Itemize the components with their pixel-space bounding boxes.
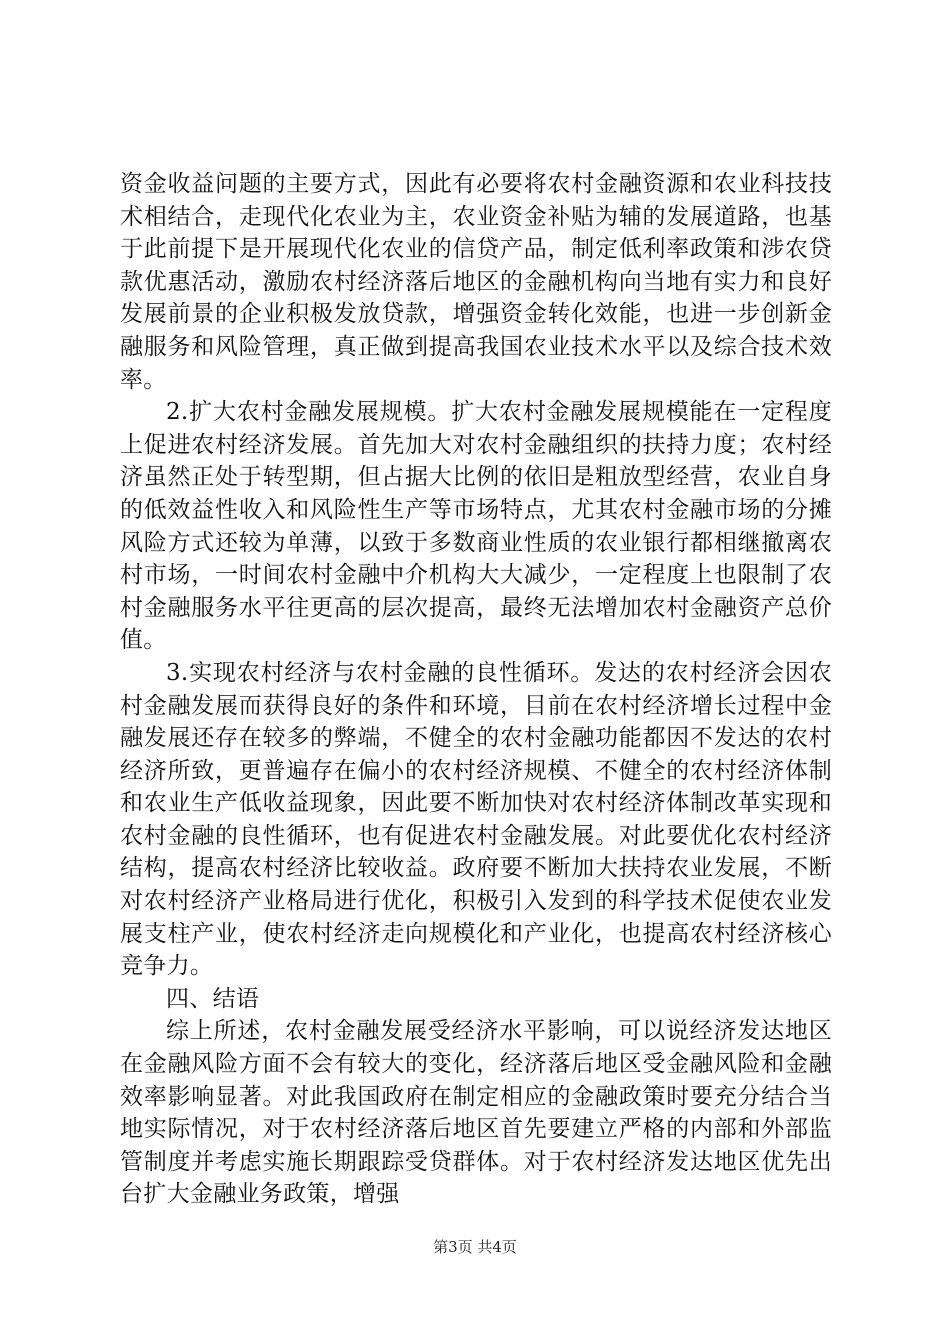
paragraph-continuation: 资金收益问题的主要方式，因此有必要将农村金融资源和农业科技技术相结合，走现代化农业为主，农业资金补贴为辅的发展道路，也基于此前提下是开展现代化农业的信贷产品，制定低利率政策和涉农贷款优惠活动，激励农村经济落后地区的金融机构向当地有实力和良好发展前景的企业积极发放贷款，增强资金转化效能，也进一步创新金融服务和风险管理，真正做到提高我国农业技术水平以及综合技术效率。 (120, 171, 832, 393)
document-body (120, 168, 832, 1211)
section-heading-conclusion: 四、结语 (166, 985, 260, 1012)
paragraph-virtuous-cycle: 3.实现农村经济与农村金融的良性循环。发达的农村经济会因农村金融发展而获得良好的条件和环境，目前在农村经济增长过程中金融发展还存在较多的弊端，不健全的农村金融功能都因不发达的农村经济所致，更普遍存在偏小的农村经济规模、不健全的农村经济体制和农业生产低收益现象，因此要不断加快对农村经济体制改革实现和农村金融的良性循环，也有促进农村金融发展。对此要优化农村经济结构，提高农村经济比较收益。政府要不断加大扶持农业发展，不断对农村经济产业格局进行优化，积极引入发到的科学技术促使农业发展支柱产业，使农村经济走向规模化和产业化，也提高农村经济核心竞争力。 (120, 659, 832, 980)
paragraph-expand-scale: 2.扩大农村金融发展规模。扩大农村金融发展规模能在一定程度上促进农村经济发展。首先加大对农村金融组织的扶持力度；农村经济虽然正处于转型期，但占据大比例的依旧是粗放型经营，农业自身的低效益性收入和风险性生产等市场特点，尤其农村金融市场的分摊风险方式还较为单薄，以致于多数商业性质的农业银行都相继撤离农村市场，一时间农村金融中介机构大大减少，一定程度上也限制了农村金融服务水平往更高的层次提高，最终无法增加农村金融资产总价值。 (120, 399, 832, 654)
page-number-footer: 第3页 共4页 (433, 1238, 517, 1256)
paragraph-conclusion: 综上所述，农村金融发展受经济水平影响，可以说经济发达地区在金融风险方面不会有较大的变化，经济落后地区受金融风险和金融效率影响显著。对此我国政府在制定相应的金融政策时要充分结合当地实际情况，对于农村经济落后地区首先要建立严格的内部和外部监管制度并考虑实施长期跟踪受贷群体。对于农村经济发达地区优先出台扩大金融业务政策，增强 (120, 1018, 832, 1208)
